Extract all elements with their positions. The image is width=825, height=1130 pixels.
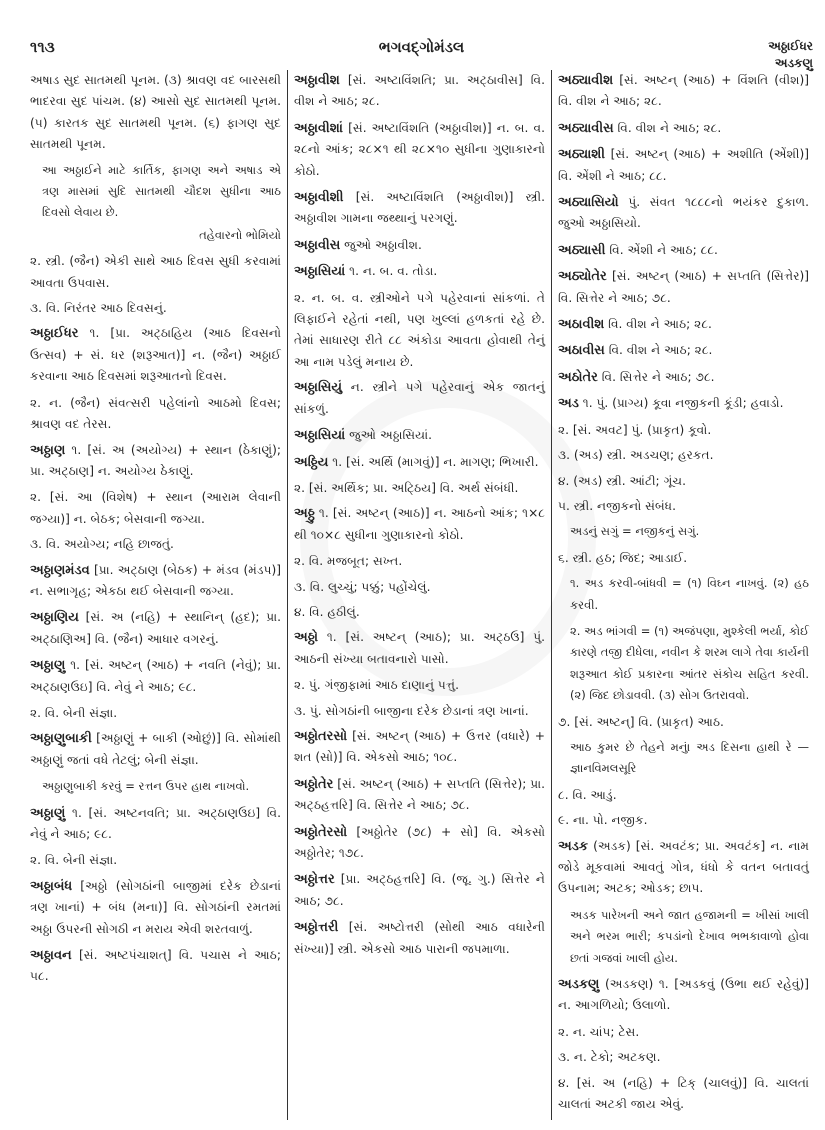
entry-sense xyxy=(558,420,809,441)
definition-text: અડક પારેખની અને જાત હજામની = ખીસાં ખાલી અને ભરમ ભારી; કપડાંનો દેખાવ ભભકાવાળો હોવા છતાં ગજવાં ખાલી હોય. xyxy=(570,907,809,965)
definition-text: ૩. ન. ટેકો; અટકણ. xyxy=(558,1050,661,1065)
definition-text: [પ્રા. અટ્ઠહત્તરિ] વિ. (જૂ. ગુ.) સિત્તેર ને આઠ; ૭૮. xyxy=(294,872,545,908)
definition-text: ૨. ન. બ. વ. સ્ત્રીઓને પગે પહેરવાનાં સાંકળાં. તે લિફાઈને રહેતાં નથી, પણ ખુલ્લાં હળકતાં રહે છે. તેમાં સાધારણ રીતે ૮૮ અંકોડા આવતા હોવાથી તેનું આ નામ પડેલું મનાય છે. xyxy=(294,290,545,369)
definition-text: વિ. એંશી ને આઠ; ૮૮. xyxy=(605,242,718,257)
headword: અડકણુ xyxy=(558,977,600,993)
headword: અઠાવીશ xyxy=(558,317,605,333)
dictionary-entry xyxy=(294,235,545,256)
dictionary-entry xyxy=(294,377,545,420)
entry-sense xyxy=(30,70,281,156)
definition-text: ૬. સ્ત્રી. હઠ; જિદ; આડાઈ. xyxy=(558,550,688,565)
headword: અઠ્યાસિયો xyxy=(558,195,619,211)
headword: અઠ્ઠિય xyxy=(294,454,329,470)
dictionary-entry xyxy=(294,869,545,912)
headword: અઠ્ઠાસિયું xyxy=(294,380,343,396)
headword: અઠ્ઠાબંધ xyxy=(30,878,73,894)
entry-sense xyxy=(558,810,809,831)
definition-text: (અડકણ) ૧. [અડકવું (ઉભા થઈ રહેવું)] ન. આગળિયો; ઉલાળો. xyxy=(558,977,809,1013)
entry-sense xyxy=(558,737,809,780)
dictionary-entry xyxy=(294,627,545,670)
dictionary-entry xyxy=(294,726,545,769)
entry-sense xyxy=(30,393,281,436)
dictionary-entry xyxy=(30,323,281,387)
definition-text: ૧. [સં. અષ્ટન્ (આઠ)] ન. આઠનો આંક; ૧×૮ થી ૧૦×૮ સુધીના ગુણાકારનો કોઠો. xyxy=(294,506,545,542)
headword: અડક xyxy=(558,838,589,854)
definition-text: [પ્રા. અટ્ઠાણ (બેઠક) + મંડવ (મંડપ)] ન. સભાગૃહ; એકઠા થઈ બેસવાની જગ્યા. xyxy=(30,562,281,598)
dictionary-entry xyxy=(558,266,809,309)
definition-text: અઠ્ઠાણુબાકી કરવું = રત્તન ઉપર હાથ નાખવો. xyxy=(42,779,250,794)
column-2 xyxy=(287,70,551,1120)
definition-text: ૨. [સં. અવટ] પું. (પ્રાકૃત) કૂવો. xyxy=(558,422,712,437)
headword: અઠ્ઠોત્તર xyxy=(294,872,335,888)
entry-sense xyxy=(30,251,281,294)
definition-text: ૧. [સં. અષ્ટન્ (આઠ); પ્રા. અટ્ઠઉ] પું. આઠની સંખ્યા બતાવનારો પાસો. xyxy=(294,630,545,666)
dictionary-entry xyxy=(558,192,809,235)
definition-text: આ અઠ્ઠાઈને માટે કાર્તિક, ફાગણ અને અષાડ એ ત્રણ માસમાં સુદિ સાતમથી ચૌદશ સુધીના આઠ દિવસો લેવાય છે. xyxy=(42,162,281,220)
entry-sense xyxy=(294,602,545,623)
running-title: ભગવદ્ગોમંડલ xyxy=(378,38,465,56)
guide-word-first: અઠ્ઠાઈધર xyxy=(768,39,813,53)
definition-text: ૨. [સં. આ (વિશેષ) + સ્થાન (આરામ લેવાની જગ્યા)] ન. બેઠક; બેસવાની જગ્યા. xyxy=(30,490,281,526)
headword: અઠ્ઠાઈધર xyxy=(30,326,79,342)
entry-sense xyxy=(30,487,281,530)
column-3 xyxy=(551,70,815,1120)
definition-text: ૪. [સં. અ (નહિ) + ટિક્ (ચાલવું)] વિ. ચાલતાં ચાલતાં અટકી જાય એવું. xyxy=(558,1075,809,1112)
definition-text: ન. સ્ત્રીને પગે પહેરવાનું એક જાતનું સાંકળું. xyxy=(294,380,545,416)
definition-text: પું. સંવત ૧૮૮૮નો ભયંકર દુકાળ. જુઓ અઠ્ઠાસિયો. xyxy=(558,195,809,231)
guide-word-last: અડકણુ xyxy=(774,56,813,70)
definition-text: ૩. વિ. લુચ્ચું; પક્કું; પહોંચેલું. xyxy=(294,579,431,594)
entry-sense xyxy=(558,712,809,733)
definition-text: [સં. અષ્ટાવિંશતિ (અઠ્ઠાવીશ)] ન. બ. વ. ૨૮નો આંક; ૨૮×૧ થી ૨૮×૧૦ સુધીના ગુણાકારનો કોઠો. xyxy=(294,120,545,178)
definition-text: (અડક) [સં. અવટંક; પ્રા. અવટંક] ન. નામ જોડે મૂકવામાં આવતું ગોત્ર, ધંધો કે વતન બતાવતું ઉપનામ; અટક; ઓડક; છાપ. xyxy=(558,838,809,896)
entry-sense xyxy=(294,288,545,374)
definition-text: ૨. [સં. અર્થિક; પ્રા. અટ્ઠિય] વિ. અર્થ સંબંધી. xyxy=(294,480,519,495)
headword: અઠ્ઠાસિયાં xyxy=(294,264,346,280)
dictionary-entry xyxy=(558,70,809,113)
dictionary-entry xyxy=(30,560,281,603)
headword: અઠ્ઠાસિયાં xyxy=(294,428,346,444)
entry-sense xyxy=(294,551,545,572)
definition-text: ૨. અડ ભાંગવી = (૧) અજંપણા, મુશ્કેલી ભર્યા, કોઈ કારણે તજી દીધેલા, નવીન કે શરમ લાગે તેવા કાર્યની શરૂઆત કોઈ પ્રકારના આંતર સંકોચ સહિત કરવી. (૨) જિદ છોડાવવી. (૩) સોગ ઉતરાવવો. xyxy=(570,623,809,703)
headword: અઠ્ઠાવીશ xyxy=(294,73,340,88)
entry-sense xyxy=(30,298,281,319)
definition-text: [અઠ્ઠોતેર (૭૮) + સો] વિ. એકસો અઠ્ઠોતેર; ૧૭૮. xyxy=(294,824,545,860)
dictionary-entry xyxy=(294,118,545,182)
definition-text: અષાડ સુદ સાતમથી પૂનમ. (૩) શ્રાવણ વદ બારસથી ભાદરવા સુદ પાંચમ. (૪) આસો સુદ સાતમથી પૂનમ. (૫) કારતક સુદ સાતમથી પૂનમ. (૬) ફાગણ સુદ સાતમથી પૂનમ. xyxy=(30,73,281,152)
entry-sense xyxy=(558,905,809,969)
entry-sense xyxy=(558,1073,809,1116)
dictionary-entry xyxy=(558,393,809,414)
headword: અઠ્ઠાણ xyxy=(30,442,66,458)
definition-text: [સં. અષ્ટન્ (આઠ) + સપ્તતિ (સિત્તેર); પ્રા. અટ્ઠહત્તરિ] વિ. સિત્તેર ને આઠ; ૭૮. xyxy=(294,776,545,813)
definition-text: [અઠ્ઠો (સોગઠાંની બાજીમાં દરેક છેડાનાં ત્રણ ખાનાં) + બંધ (મના)] વિ. સોગઠાંની રમતમાં અઠ્ઠા ઉપરની સોગઠી ન મરાય એવી શરતવાળું. xyxy=(30,878,281,936)
headword: અઠ્ઠાવીસ xyxy=(294,237,341,253)
headword: અઠ્યોતેર xyxy=(558,269,607,285)
headword: અઠ્ઠાવીશાં xyxy=(294,120,343,136)
entry-sense xyxy=(294,577,545,598)
definition-text: ૧. [પ્રા. અટ્ઠાહિય (આઠ દિવસનો ઉત્સવ) + સં. ધર (શરૂઆત)] ન. (જૈન) અઠ્ઠાઈ કરવાના આઠ દિવસમાં શરૂઆતનો દિવસ. xyxy=(30,326,281,384)
definition-text: [સં. અષ્ટન્ (આઠ) + વિંશતિ (વીશ)] વિ. વીશ ને આઠ; ૨૮. xyxy=(558,73,809,109)
definition-text: અડનું સગું = નજીકનું સગું. xyxy=(570,524,700,539)
entry-sense xyxy=(30,534,281,555)
definition-text: ૪. વિ. હઠીલું. xyxy=(294,604,360,619)
definition-text: વિ. વીશ ને આઠ; ૨૮. xyxy=(604,343,713,358)
guide-words xyxy=(768,38,813,72)
dictionary-entry xyxy=(30,655,281,698)
headword: અઠ્ઠાણમંડવ xyxy=(30,562,90,578)
headword: અઠ્યાવીસ xyxy=(558,120,614,136)
headword: અઠ્યાવીશ xyxy=(558,73,614,88)
headword: અઠોતેર xyxy=(558,369,598,385)
headword: અઠ્ઠુ xyxy=(294,506,315,522)
dictionary-entry xyxy=(294,774,545,817)
headword: અઠ્ઠો xyxy=(294,630,319,646)
headword: અઠ્ઠાણિય xyxy=(30,610,79,626)
definition-text: વિ. સિત્તેર ને આઠ; ૭૮. xyxy=(597,369,715,384)
entry-sense xyxy=(558,445,809,466)
headword: અઠ્ઠાણું xyxy=(30,805,66,821)
definition-text: ૭. [સં. અષ્ટન્] વિ. (પ્રાકૃત) આઠ. xyxy=(558,714,724,729)
definition-text: [સં. અષ્ટન્ (આઠ) + અશીતિ (એંશી)] વિ. એંશી ને આઠ; ૮૮. xyxy=(558,147,809,183)
entry-sense xyxy=(30,703,281,724)
dictionary-entry xyxy=(30,440,281,483)
headword: અઠ્ઠોત્તરી xyxy=(294,920,339,936)
entry-sense xyxy=(30,850,281,871)
column-1 xyxy=(30,70,287,1120)
dictionary-entry xyxy=(558,240,809,261)
dictionary-entry xyxy=(294,70,545,113)
dictionary-entry xyxy=(294,261,545,282)
definition-text: જુઓ અઠ્ઠાસિયાં. xyxy=(345,428,432,443)
definition-text: ૩. (અડ) સ્ત્રી. અડચણ; હરકત. xyxy=(558,448,714,463)
entry-sense xyxy=(30,776,281,797)
dictionary-entry xyxy=(294,425,545,446)
dictionary-entry xyxy=(558,340,809,361)
definition-text: ૩. પું. સોગઠાંની બાજીના દરેક છેડાનાં ત્રણ ખાનાં. xyxy=(294,703,529,718)
entry-sense xyxy=(294,675,545,696)
definition-text: જુઓ અઠ્ઠાવીશ. xyxy=(340,237,422,252)
definition-text: ૩. વિ. અયોગ્ય; નહિ છાજતું. xyxy=(30,537,174,552)
definition-text: ૨. પું. ગંજીફામાં આઠ દાણાનું પત્તું. xyxy=(294,678,459,693)
headword: અઠ્ઠોતરસો xyxy=(294,728,348,744)
entry-sense xyxy=(558,785,809,806)
headword: અઠ્ઠાવન xyxy=(30,948,72,964)
entry-sense xyxy=(558,548,809,569)
dictionary-entry xyxy=(294,187,545,230)
definition-text: ૧. [સં. અ (અયોગ્ય) + સ્થાન (ઠેકાણું); પ્રા. અટ્ઠાણ] ન. અયોગ્ય ઠેકાણું. xyxy=(30,442,281,478)
dictionary-entry xyxy=(30,945,281,988)
definition-text: [સં. અ (નહિ) + સ્થાનિન્ (હદ); પ્રા. અટ્ઠાણિઅ] વિ. (જૈન) આધાર વગરનું. xyxy=(30,610,281,646)
dictionary-entry xyxy=(558,974,809,1017)
headword: અઠ્ઠોતેર xyxy=(294,776,334,792)
definition-text: ૨. ન. (જૈન) સંવત્સરી પહેલાંનો આઠમો દિવસ; શ્રાવણ વદ તેરસ. xyxy=(30,395,281,432)
definition-text: ૯. ના. પો. નજીક. xyxy=(558,813,648,828)
entry-sense xyxy=(294,701,545,722)
headword: અઠ્ઠાણુ xyxy=(30,658,66,674)
definition-text: ૧. પું. (પ્રાગ્ય) કૂવા નજીકની કૂંડી; હવાડો. xyxy=(578,396,784,411)
dictionary-entry xyxy=(294,822,545,865)
dictionary-entry xyxy=(30,607,281,650)
entry-sense xyxy=(558,471,809,492)
definition-text: [અઠ્ઠાણું + બાકી (ઓછું)] વિ. સોમાંથી અઠ્ઠાણું જતાં વધે તેટલું; બેની સંજ્ઞા. xyxy=(30,731,281,767)
page-header xyxy=(30,38,813,68)
definition-text: ૨. વિ. બેની સંજ્ઞા. xyxy=(30,705,118,720)
definition-text: ૨. ન. ચાંપ; ટેસ. xyxy=(558,1024,640,1039)
definition-text: [સં. અષ્ટાવિંશતિ; પ્રા. અટ્ઠાવીસ] વિ. વીશ ને આઠ; ૨૮. xyxy=(294,73,545,109)
dictionary-entry xyxy=(30,876,281,940)
entry-sense xyxy=(558,621,809,707)
headword: અઠાવીસ xyxy=(558,343,605,359)
dictionary-entry xyxy=(558,118,809,139)
entry-sense xyxy=(558,521,809,542)
definition-text: ૧. [સં. અષ્ટનવતિ; પ્રા. અટ્ઠાણઉઇ] વિ. નેવું ને આઠ; ૯૮. xyxy=(30,805,281,841)
dictionary-columns xyxy=(30,70,815,1120)
dictionary-entry xyxy=(558,144,809,187)
definition-text: ૫. સ્ત્રી. નજીકનો સંબંધ. xyxy=(558,498,676,513)
definition-text: વિ. વીશ ને આઠ; ૨૮. xyxy=(604,317,712,332)
dictionary-entry xyxy=(30,728,281,771)
entry-sense xyxy=(30,225,281,246)
definition-text: ૨. વિ. બેની સંજ્ઞા. xyxy=(30,853,118,868)
definition-text: ૩. વિ. નિરંતર આઠ દિવસનું. xyxy=(30,301,167,316)
entry-sense xyxy=(558,573,809,616)
headword: અઠ્યાસી xyxy=(558,242,606,258)
headword: અઠ્ઠાવીશી xyxy=(294,190,344,206)
dictionary-entry xyxy=(558,367,809,388)
dictionary-entry xyxy=(294,917,545,960)
definition-text: વિ. વીશ ને આઠ; ૨૮. xyxy=(613,120,722,135)
definition-text: [સં. અષ્ટપંચાશત્] વિ. પચાસ ને આઠ; ૫૮. xyxy=(30,948,281,984)
headword: અઠ્ઠાણુબાકી xyxy=(30,731,92,747)
definition-text: ૮. વિ. આડું. xyxy=(558,787,617,802)
dictionary-entry xyxy=(558,314,809,335)
entry-sense xyxy=(30,160,281,224)
definition-text: ૧. અડ કરવી-બાંધવી = (૧) વિઘ્ન નાખવું. (૨) હઠ કરવી. xyxy=(570,576,809,612)
definition-text: ૧. ન. બ. વ. તોડા. xyxy=(345,264,438,279)
entry-sense xyxy=(558,496,809,517)
definition-text: [સં. અષ્ટોત્તરી (સોથી આઠ વધારેની સંખ્યા)] સ્ત્રી. એકસો આઠ પારાની જપમાળા. xyxy=(294,920,545,956)
definition-text: [સં. અષ્ટન્ (આઠ) + ઉત્તર (વધારે) + શત (સો)] વિ. એકસો આઠ; ૧૦૮. xyxy=(294,728,545,765)
definition-text: ૧. [સં. અષ્ટન્ (આઠ) + નવતિ (નેવું); પ્રા. અટ્ઠાણઉઇ] વિ. નેવું ને આઠ; ૯૮. xyxy=(30,658,281,694)
dictionary-entry xyxy=(294,503,545,546)
page-number: ૧૧૩ xyxy=(30,38,55,56)
entry-sense xyxy=(558,1047,809,1068)
headword: અઠ્ઠોતેરસો xyxy=(294,824,348,840)
dictionary-entry xyxy=(30,803,281,846)
definition-text: ૨. વિ. મજબૂત; સખ્ત. xyxy=(294,554,403,569)
dictionary-entry xyxy=(558,836,809,900)
definition-text: [સં. અષ્ટાવિંશતિ (અઠ્ઠાવીશ)] સ્ત્રી. અઠ્ઠાવીશ ગામના જથ્થાનું પરગણું. xyxy=(294,190,545,226)
entry-sense xyxy=(558,1022,809,1043)
definition-text: ૧. [સં. અર્થિ (માગવું)] ન. માગણ; ભિખારી. xyxy=(328,454,539,469)
dictionary-entry xyxy=(294,452,545,473)
entry-sense xyxy=(294,478,545,499)
headword: અઠ્યાશી xyxy=(558,147,606,163)
definition-text: આઠ કુમર છે તેહને મનું। અડ દિસના હાથી રે — જ્ઞાનવિમલસૂરિ xyxy=(570,739,809,776)
definition-text: તહેવારનો ભોમિયો xyxy=(199,227,281,242)
headword: અડ xyxy=(558,396,579,412)
definition-text: ૪. (અડ) સ્ત્રી. આંટી; ગૂંચ. xyxy=(558,473,687,488)
definition-text: [સં. અષ્ટન્ (આઠ) + સપ્તતિ (સિત્તેર)] વિ. સિત્તેર ને આઠ; ૭૮. xyxy=(558,269,809,305)
definition-text: ૨. સ્ત્રી. (જૈન) એકી સાથે આઠ દિવસ સુધી કરવામાં આવતા ઉપવાસ. xyxy=(30,254,281,290)
